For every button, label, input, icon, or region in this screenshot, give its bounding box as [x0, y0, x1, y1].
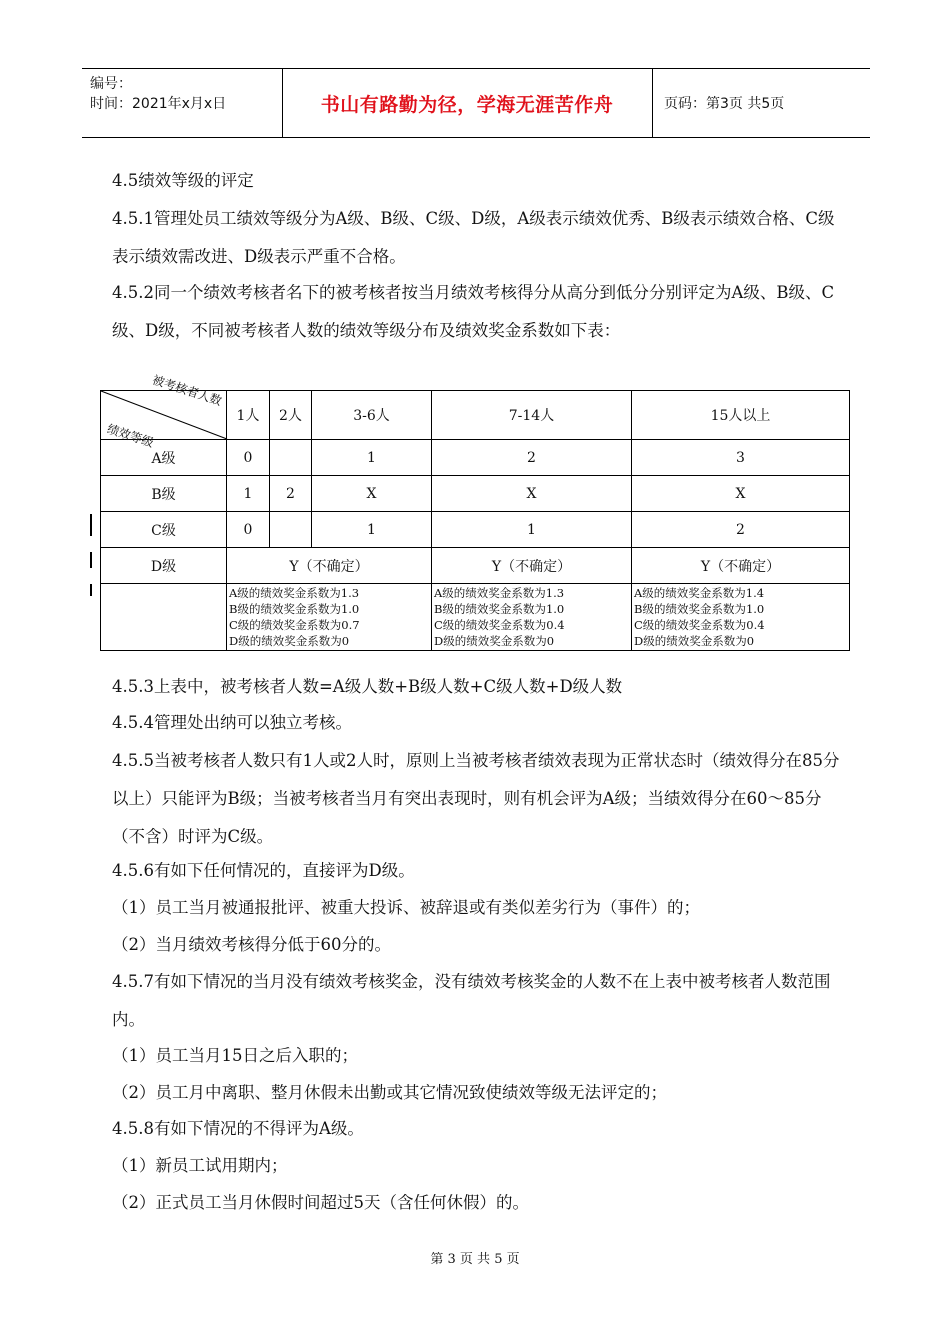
header-page-number: 页码：第3页 共5页	[664, 96, 785, 112]
paragraph-4-5-5: 4.5.5当被考核者人数只有1人或2人时，原则上当被考核者绩效表现为正常状态时（绩效得分在85分以上）只能评为B级；当被考核者当月有突出表现时，则有机会评为A级；当绩效得分在60～85分（不含）时评为C级。	[112, 751, 840, 846]
grade-cell: A级	[101, 440, 227, 476]
corner-label-count: 被考核者人数	[150, 372, 224, 409]
list-item: （2）当月绩效考核得分低于60分的。	[112, 935, 391, 954]
table-cell: Y（不确定）	[432, 548, 632, 584]
document-number-label: 编号：	[90, 76, 132, 92]
list-item: （1）新员工试用期内；	[112, 1156, 288, 1175]
coefficient-line: B级的绩效奖金系数为1.0	[434, 602, 565, 616]
margin-mark	[90, 552, 92, 568]
coefficient-line: A级的绩效奖金系数为1.3	[229, 586, 360, 600]
coefficient-line: B级的绩效奖金系数为1.0	[229, 602, 360, 616]
paragraph-4-5-7: 4.5.7有如下情况的当月没有绩效考核奖金，没有绩效考核奖金的人数不在上表中被考核者人数范围内。	[112, 972, 831, 1029]
paragraph-4-5-1: 4.5.1管理处员工绩效等级分为A级、B级、C级、D级，A级表示绩效优秀、B级表示绩效合格、C级表示绩效需改进、D级表示严重不合格。	[112, 209, 835, 266]
table-cell: X	[432, 476, 632, 512]
coefficient-line: B级的绩效奖金系数为1.0	[634, 602, 765, 616]
table-cell: 0	[227, 440, 270, 476]
table-row-d-grade	[101, 548, 850, 584]
table-cell: Y（不确定）	[227, 548, 432, 584]
table-cell: Y（不确定）	[632, 548, 850, 584]
grade-distribution-table	[100, 372, 850, 651]
table-cell	[270, 512, 312, 548]
column-header: 2人	[270, 391, 312, 440]
column-header: 7-14人	[432, 391, 632, 440]
coefficient-line: D级的绩效奖金系数为0	[434, 634, 555, 648]
table-row	[101, 476, 850, 512]
table-cell: X	[312, 476, 432, 512]
coefficient-line: A级的绩效奖金系数为1.3	[434, 586, 565, 600]
coefficient-line: A级的绩效奖金系数为1.4	[634, 586, 765, 600]
table-cell: X	[632, 476, 850, 512]
page-header	[82, 68, 870, 138]
list-item: （1）员工当月15日之后入职的；	[112, 1046, 358, 1065]
list-item: （2）正式员工当月休假时间超过5天（含任何休假）的。	[112, 1193, 529, 1212]
coefficient-cell-mid	[432, 584, 632, 651]
paragraph-4-5-8: 4.5.8有如下情况的不得评为A级。	[112, 1119, 364, 1138]
corner-label-grade: 绩效等级	[105, 421, 156, 450]
list-item: （2）员工月中离职、整月休假未出勤或其它情况致使绩效等级无法评定的；	[112, 1083, 667, 1102]
paragraph-4-5-3: 4.5.3上表中，被考核者人数=A级人数+B级人数+C级人数+D级人数	[112, 677, 623, 696]
column-header: 3-6人	[312, 391, 432, 440]
page-footer: 第 3 页 共 5 页	[430, 1252, 520, 1267]
header-meta	[82, 69, 283, 137]
column-header: 1人	[227, 391, 270, 440]
table-row	[101, 440, 850, 476]
coefficient-line: C级的绩效奖金系数为0.4	[634, 618, 765, 632]
margin-mark	[90, 584, 92, 596]
grade-cell: B级	[101, 476, 227, 512]
coefficient-line: C级的绩效奖金系数为0.4	[434, 618, 565, 632]
coefficient-cell-large	[632, 584, 850, 651]
table-cell: 3	[632, 440, 850, 476]
section-heading-4-5: 4.5绩效等级的评定	[112, 171, 254, 190]
coefficient-line: C级的绩效奖金系数为0.7	[229, 618, 360, 632]
table-cell: 2	[632, 512, 850, 548]
table-cell: 2	[270, 476, 312, 512]
table-cell	[270, 440, 312, 476]
table-cell: 0	[227, 512, 270, 548]
table-corner-cell	[101, 372, 227, 450]
table-row	[101, 512, 850, 548]
table-header-row	[101, 391, 850, 440]
margin-mark	[90, 514, 92, 536]
grade-cell: C级	[101, 512, 227, 548]
table-cell: 1	[312, 440, 432, 476]
document-date-label: 时间：2021年x月x日	[90, 96, 227, 112]
paragraph-4-5-2: 4.5.2同一个绩效考核者名下的被考核者按当月绩效考核得分从高分到低分分别评定为A级、B级、C级、D级，不同被考核者人数的绩效等级分布及绩效奖金系数如下表：	[112, 283, 835, 340]
table-cell: 2	[432, 440, 632, 476]
column-header: 15人以上	[632, 391, 850, 440]
empty-cell	[101, 584, 227, 651]
paragraph-4-5-6: 4.5.6有如下任何情况的，直接评为D级。	[112, 861, 415, 880]
coefficient-line: D级的绩效奖金系数为0	[634, 634, 755, 648]
table-row-coefficients	[101, 584, 850, 651]
list-item: （1）员工当月被通报批评、被重大投诉、被辞退或有类似差劣行为（事件）的；	[112, 898, 700, 917]
coefficient-cell-small	[227, 584, 432, 651]
paragraph-4-5-4: 4.5.4管理处出纳可以独立考核。	[112, 713, 352, 732]
table-cell: 1	[227, 476, 270, 512]
coefficient-line: D级的绩效奖金系数为0	[229, 634, 350, 648]
grade-cell: D级	[101, 548, 227, 584]
table-cell: 1	[432, 512, 632, 548]
header-motto: 书山有路勤为径，学海无涯苦作舟	[282, 69, 653, 137]
table-cell: 1	[312, 512, 432, 548]
